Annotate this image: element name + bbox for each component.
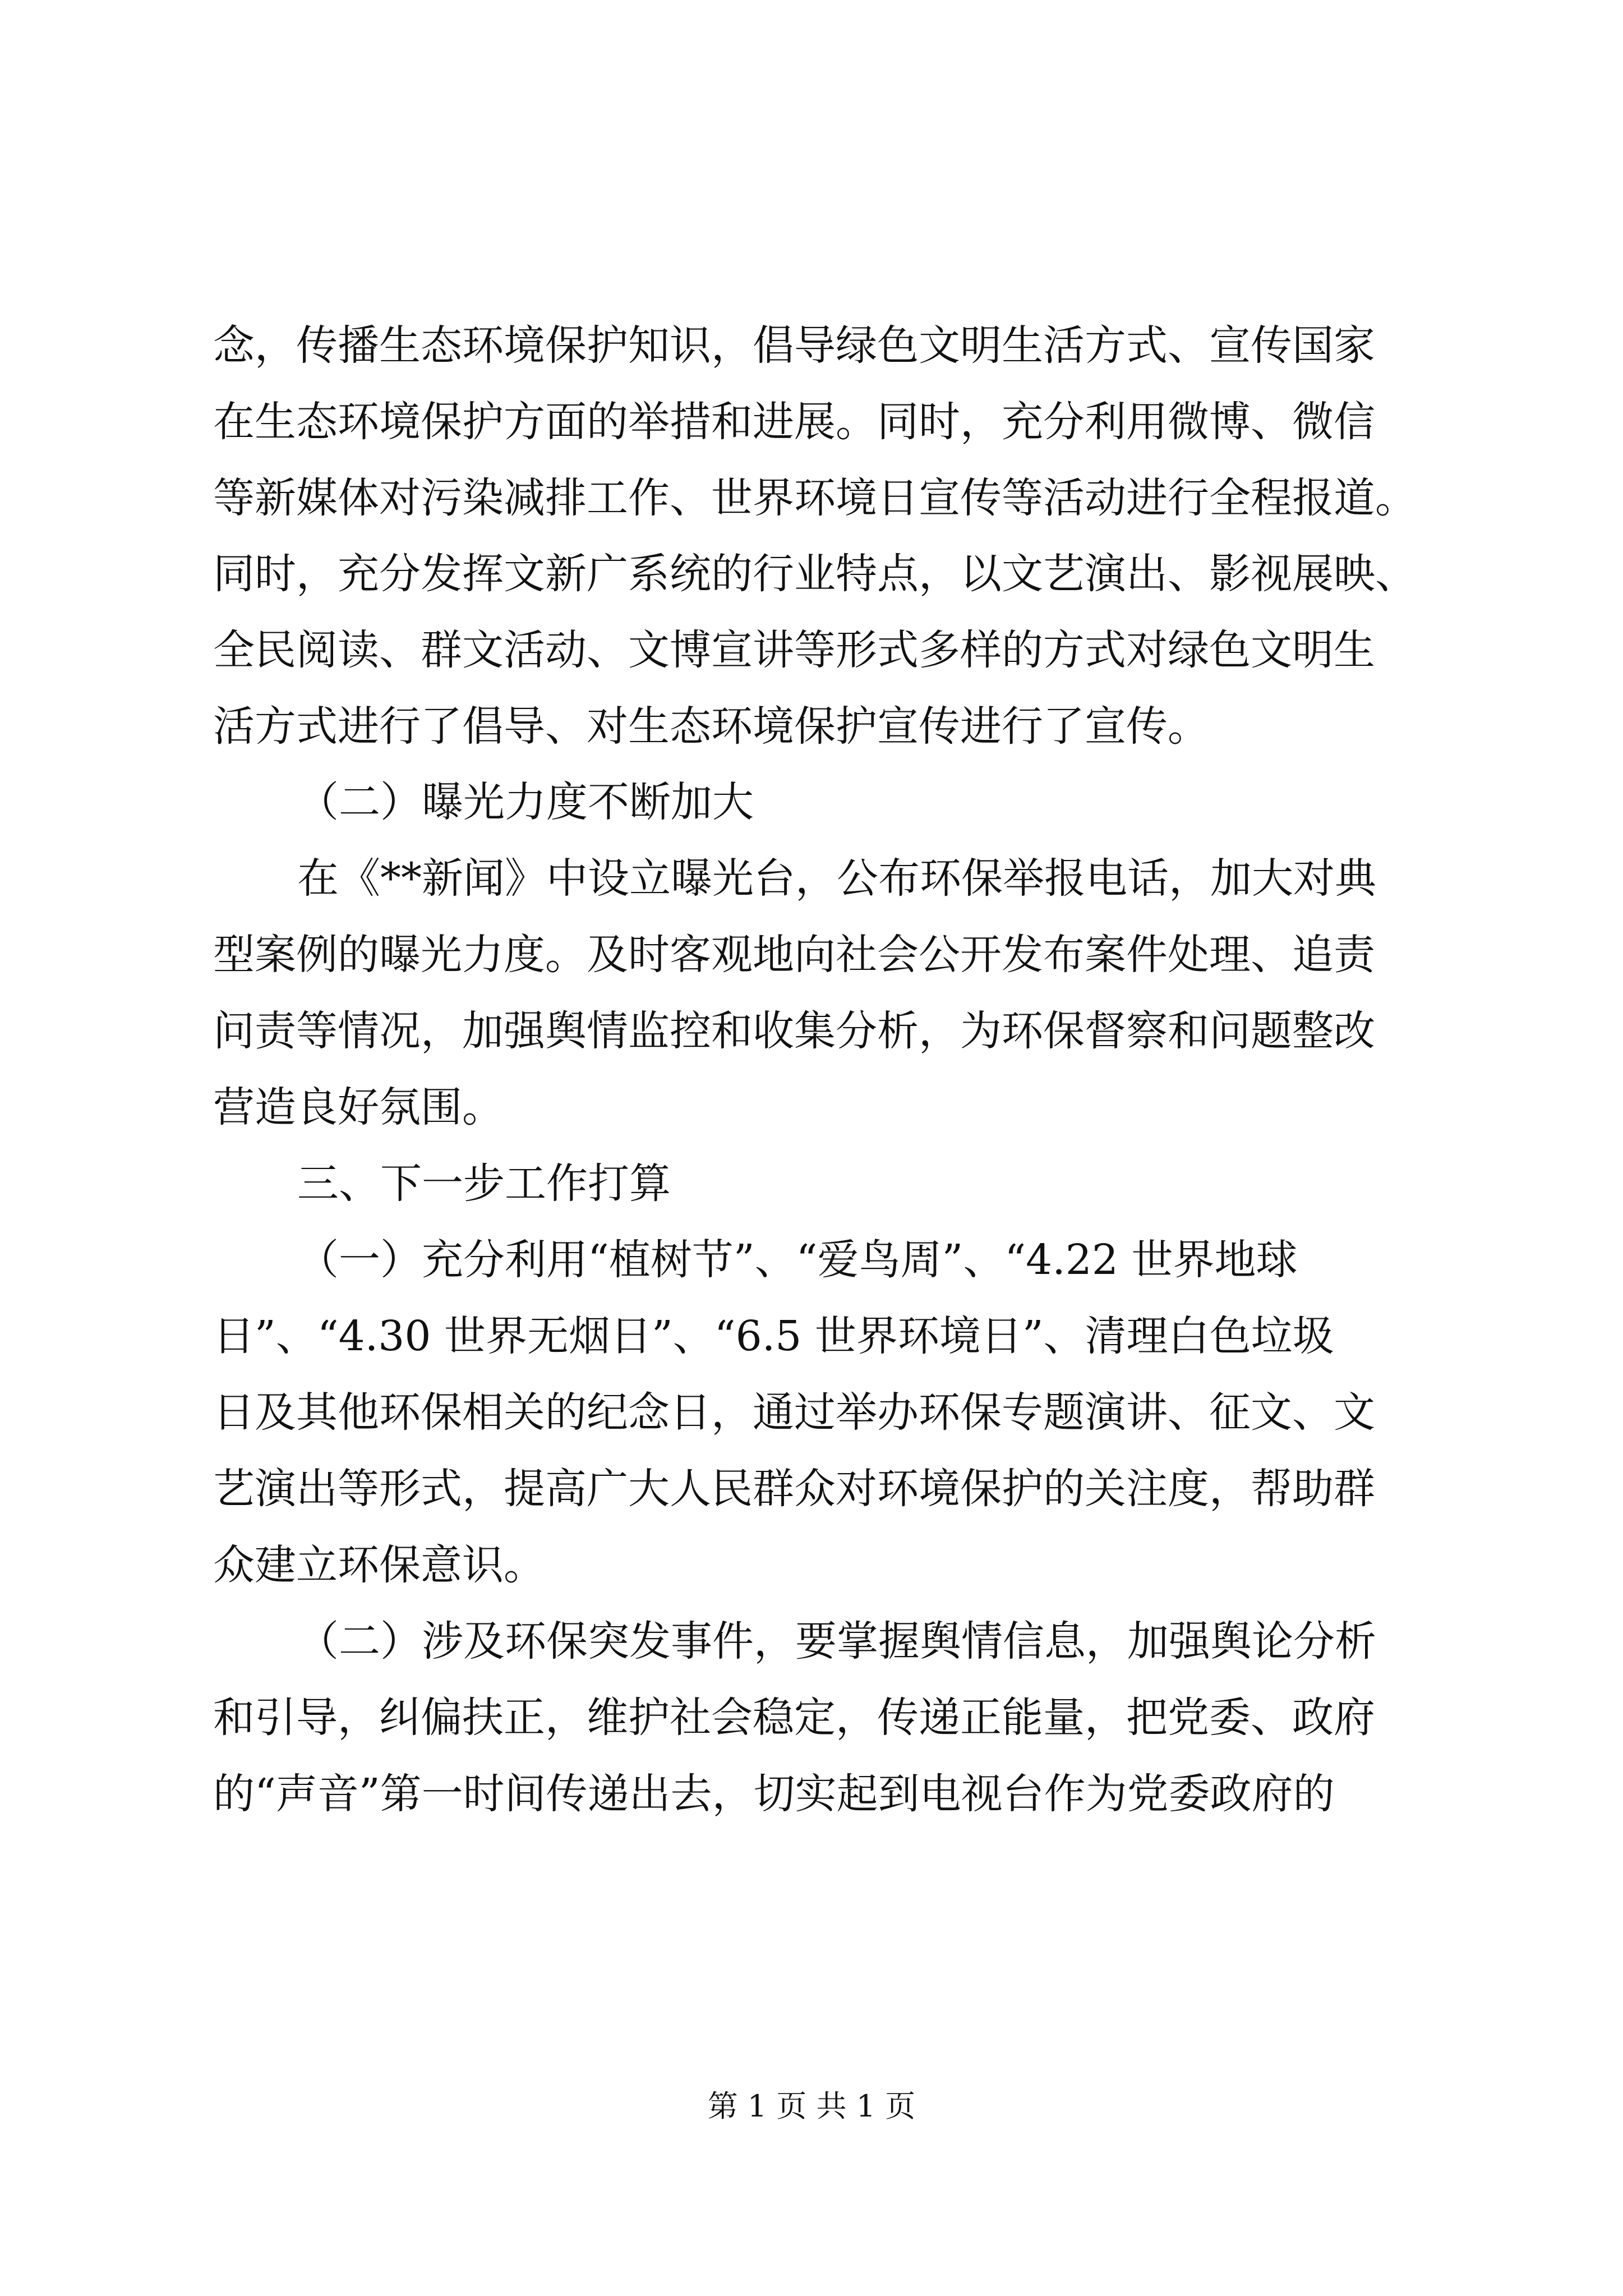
- text-line-16: 艺演出等形式，提高广大人民群众对环境保护的关注度，帮助群: [213, 1465, 1375, 1513]
- text-line-3: 等新媒体对污染减排工作、世界环境日宣传等活动进行全程报道。: [213, 474, 1417, 522]
- text-line-13: （一）充分利用“植树节”、“爱鸟周”、“4.22 世界地球: [297, 1236, 1298, 1284]
- text-line-14: 日”、“4.30 世界无烟日”、“6.5 世界环境日”、清理白色垃圾: [213, 1312, 1334, 1360]
- page-footer: 第 1 页 共 1 页: [707, 2088, 916, 2124]
- text-line-19: 和引导，纠偏扶正，维护社会稳定，传递正能量，把党委、政府: [213, 1694, 1375, 1742]
- text-line-17: 众建立环保意识。: [213, 1541, 545, 1589]
- text-line-4: 同时，充分发挥文新广系统的行业特点，以文艺演出、影视展映、: [213, 550, 1417, 598]
- section-heading-next-steps: 三、下一步工作打算: [297, 1159, 671, 1208]
- text-line-11: 营造良好氛围。: [213, 1083, 504, 1131]
- text-line-2: 在生态环境保护方面的举措和进展。同时，充分利用微博、微信: [213, 398, 1375, 446]
- text-line-10: 问责等情况，加强舆情监控和收集分析，为环保督察和问题整改: [213, 1007, 1375, 1055]
- text-line-18: （二）涉及环保突发事件，要掌握舆情信息，加强舆论分析: [297, 1617, 1376, 1665]
- section-heading-exposure: （二）曝光力度不断加大: [297, 778, 754, 826]
- text-line-6: 活方式进行了倡导、对生态环境保护宣传进行了宣传。: [213, 702, 1209, 751]
- text-line-8: 在《**新闻》中设立曝光台，公布环保举报电话，加大对典: [297, 854, 1376, 903]
- text-line-1: 念，传播生态环境保护知识，倡导绿色文明生活方式、宣传国家: [213, 321, 1375, 370]
- text-line-15: 日及其他环保相关的纪念日，通过举办环保专题演讲、征文、文: [213, 1388, 1375, 1437]
- text-line-9: 型案例的曝光力度。及时客观地向社会公开发布案件处理、追责: [213, 931, 1375, 979]
- text-line-20: 的“声音”第一时间传递出去，切实起到电视台作为党委政府的: [213, 1770, 1335, 1818]
- text-line-5: 全民阅读、群文活动、文博宣讲等形式多样的方式对绿色文明生: [213, 626, 1375, 674]
